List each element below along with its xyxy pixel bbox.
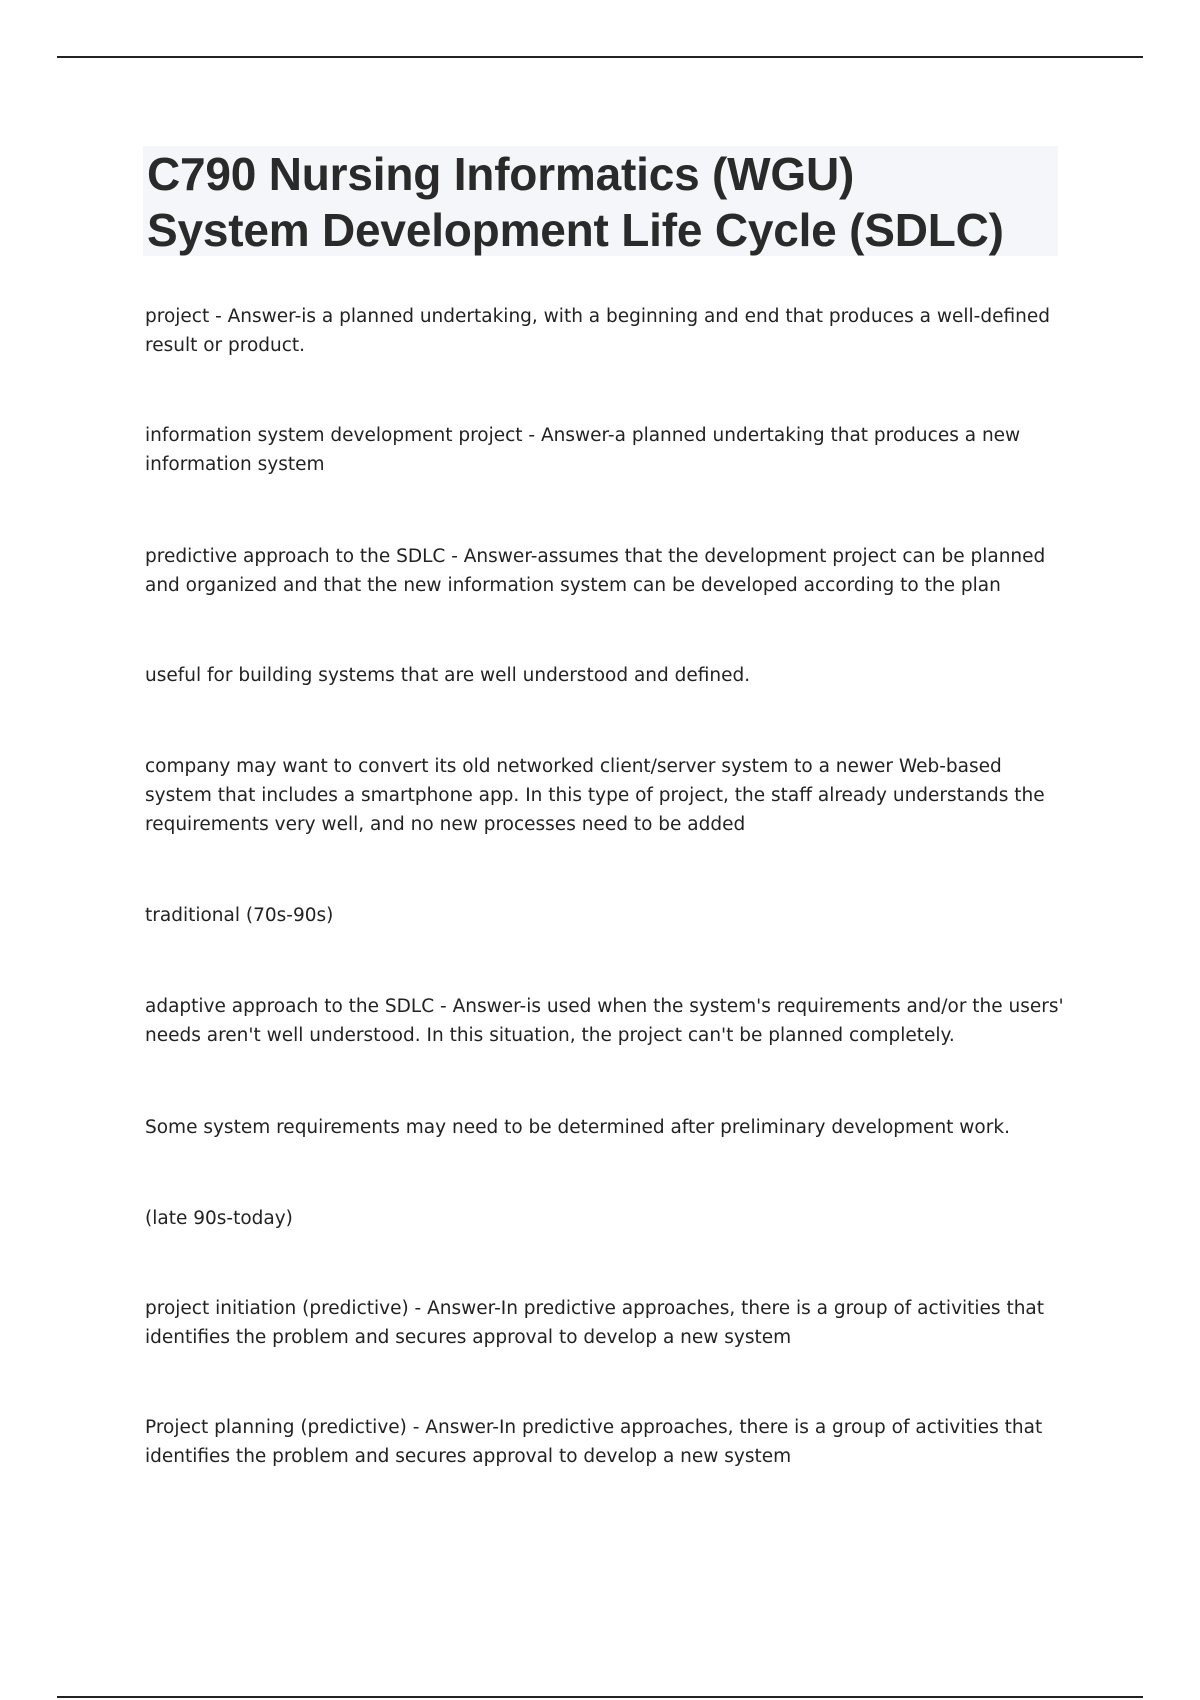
bottom-divider — [57, 1696, 1143, 1698]
entry-predictive-usefulness: useful for building systems that are well understood and defined. — [145, 665, 751, 686]
entry-adaptive-approach: adaptive approach to the SDLC - Answer-is used when the system's requirements and/or the users' needs aren't well understood. In this situation, the project can't be planned completely. — [145, 996, 1064, 1046]
entry-information-system-development-project: information system development project - Answer-a planned undertaking that produces a new information system — [145, 425, 1021, 475]
entry-adaptive-requirements: Some system requirements may need to be determined after preliminary development work. — [145, 1117, 1010, 1138]
entry-project-planning: Project planning (predictive) - Answer-In predictive approaches, there is a group of activities that identifies the problem and secures approval to develop a new system — [145, 1417, 1043, 1467]
entry-predictive-approach: predictive approach to the SDLC - Answer-assumes that the development project can be planned and organized and that the new information system can be developed according to the plan — [145, 546, 1046, 596]
title-line-1: C790 Nursing Informatics (WGU) — [147, 148, 855, 200]
entry-adaptive-era: (late 90s-today) — [145, 1208, 293, 1229]
document-title — [143, 146, 1058, 256]
top-divider — [57, 56, 1143, 58]
entry-predictive-example: company may want to convert its old networked client/server system to a newer Web-based system that includes a smartphone app. In this type of project, the staff already understands the requirements very well, and no new processes need to be added — [145, 756, 1045, 835]
title-line-2: System Development Life Cycle (SDLC) — [147, 204, 1004, 256]
entry-project: project - Answer-is a planned undertaking, with a beginning and end that produces a well-defined result or product. — [145, 306, 1050, 356]
entry-project-initiation: project initiation (predictive) - Answer-In predictive approaches, there is a group of activities that identifies the problem and secures approval to develop a new system — [145, 1298, 1045, 1348]
entry-traditional-era: traditional (70s-90s) — [145, 905, 334, 926]
